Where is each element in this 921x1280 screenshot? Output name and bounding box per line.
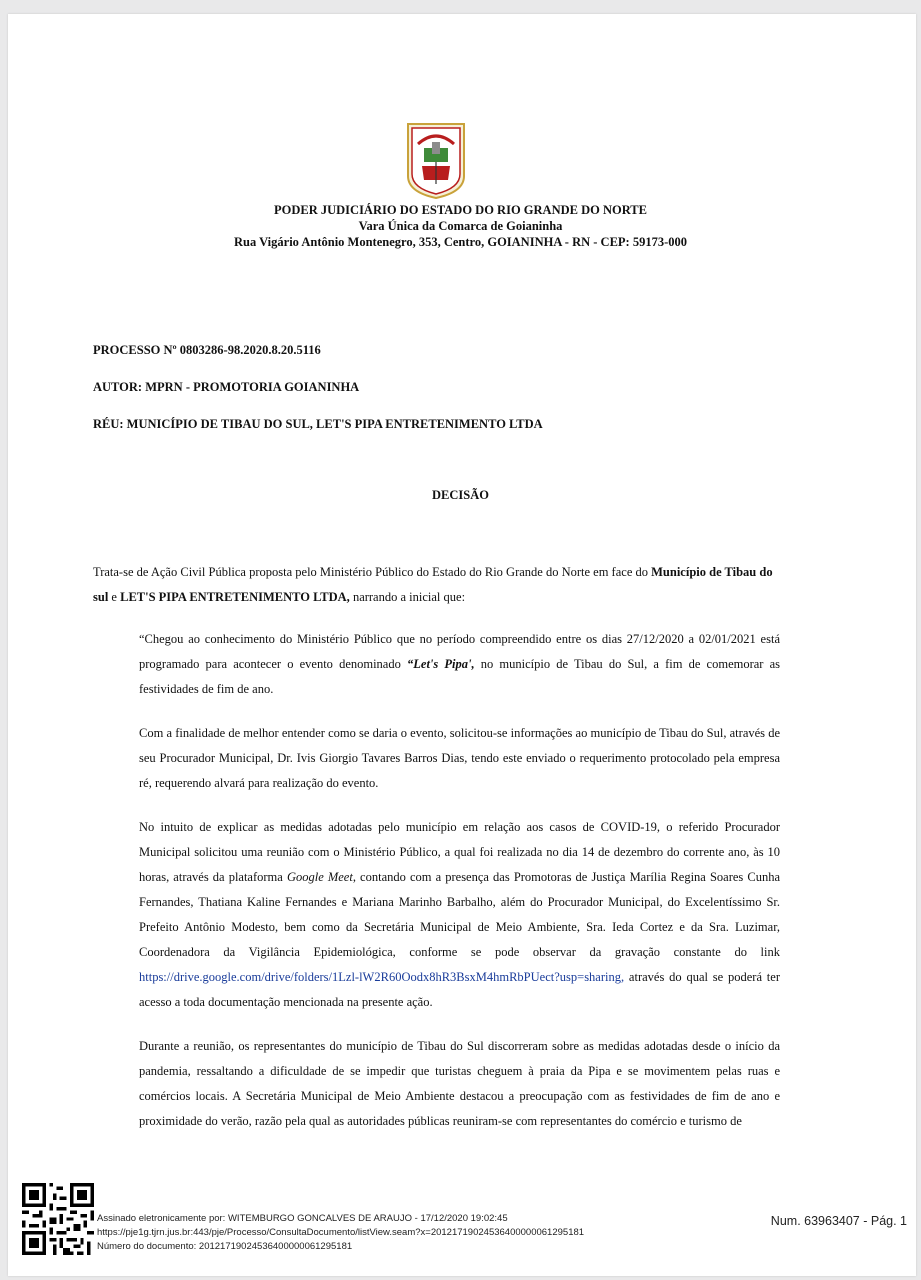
intro-text-3: narrando a inicial que: [349, 590, 466, 604]
intro-paragraph [93, 560, 779, 610]
case-defendant: RÉU: MUNICÍPIO DE TIBAU DO SUL, LET'S PIPA ENTRETENIMENTO LTDA [93, 417, 543, 431]
document-url[interactable]: https://pje1g.tjrn.jus.br:443/pje/Processo/ConsultaDocumento/listView.seam?x=20121719024536400000061295181 [97, 1227, 585, 1238]
quote-p3-text: No intuito de explicar as medidas adotadas pelo município em relação aos casos de COVID-19, o referido Procurador Municipal solicitou uma reunião com o Ministério Público, a qual foi realizada no dia 14 de dezembro do corrente ano, às 10 horas, através da plataforma [139, 820, 780, 884]
document-number: Número do documento: 20121719024536400000061295181 [97, 1241, 353, 1252]
intro-defendant-1: Município de Tibau do sul [93, 565, 773, 604]
quote-p3-text-mid: , contando com a presença das Promotoras de Justiça Marília Regina Soares Cunha Fernandes, Thatiana Kaline Fernandes e Mariana Marinho Barbalho, além do Procurador Municipal, do Excelentíssimo Sr. Prefeito Antônio Modesto, bem como da Secretária Municipal de Meio Ambiente, Sra. Ieda Cortez e da Sra. Luzimar, Coordenadora da Vigilância Epidemiológica, conforme se pode observar da gravação constante do link [139, 870, 781, 959]
quote-paragraph-1 [139, 627, 780, 702]
header-line-1: PODER JUDICIÁRIO DO ESTADO DO RIO GRANDE DO NORTE [274, 203, 647, 217]
qr-code-icon [22, 1183, 94, 1255]
event-name: “Let's Pipa', [407, 657, 475, 671]
platform-name: Google Meet [286, 870, 353, 884]
page-number: Num. 63963407 - Pág. 1 [770, 1214, 907, 1228]
intro-text-1: Trata-se de Ação Civil Pública proposta pelo Ministério Público do Estado do Rio Grande do Norte em face do [93, 565, 652, 579]
quote-p1-text-end: no município de Tibau do Sul, a fim de comemorar as festividades de fim de ano. [139, 657, 781, 696]
intro-defendant-2: LET'S PIPA ENTRETENIMENTO LTDA, [120, 590, 350, 604]
quote-p1-text: “Chegou ao conhecimento do Ministério Público que no período compreendido entre os dias 27/12/2020 a 02/01/2021 está programado para acontecer o evento denominado [139, 632, 780, 671]
intro-text-2: e [108, 590, 121, 604]
quote-paragraph-2: Com a finalidade de melhor entender como se daria o evento, solicitou-se informações ao município de Tibau do Sul, através de seu Procurador Municipal, Dr. Ivis Giorgio Tavares Barros Dias, tendo este enviado o requerimento protocolado pela empresa ré, requerendo alvará para realização do evento. [139, 726, 780, 790]
case-number: PROCESSO Nº 0803286-98.2020.8.20.5116 [93, 343, 321, 357]
header-line-2: Vara Única da Comarca de Goianinha [358, 219, 563, 233]
drive-link[interactable]: https://drive.google.com/drive/folders/1Lzl-lW2R60Oodx8hR3BsxM4hmRbPUect?usp=sharing, [139, 970, 625, 984]
document-title: DECISÃO [432, 488, 489, 502]
quote-paragraph-4: Durante a reunião, os representantes do município de Tibau do Sul discorreram sobre as medidas adotadas desde o início da pandemia, ressaltando a dificuldade de se impedir que turistas cheguem à praia da Pipa e se movimentem pelas ruas e comércios locais. A Secretária Municipal de Meio Ambiente destacou a preocupação com as festividades de fim de ano e proximidade do verão, razão pela qual as autoridades públicas reuniram-se com representantes do comércio e turismo de [139, 1039, 780, 1128]
quote-p3-text-end: através do qual se poderá ter acesso a toda documentação mencionada na presente ação. [139, 970, 780, 1009]
header-line-3: Rua Vigário Antônio Montenegro, 353, Centro, GOIANINHA - RN - CEP: 59173-000 [233, 235, 687, 249]
court-seal-logo [404, 120, 468, 200]
quote-paragraph-3 [139, 815, 780, 1015]
case-author: AUTOR: MPRN - PROMOTORIA GOIANINHA [93, 380, 360, 394]
court-header [0, 202, 921, 250]
signed-by: Assinado eletronicamente por: WITEMBURGO GONCALVES DE ARAUJO - 17/12/2020 19:02:45 [97, 1213, 508, 1224]
signature-footer [97, 1212, 584, 1254]
